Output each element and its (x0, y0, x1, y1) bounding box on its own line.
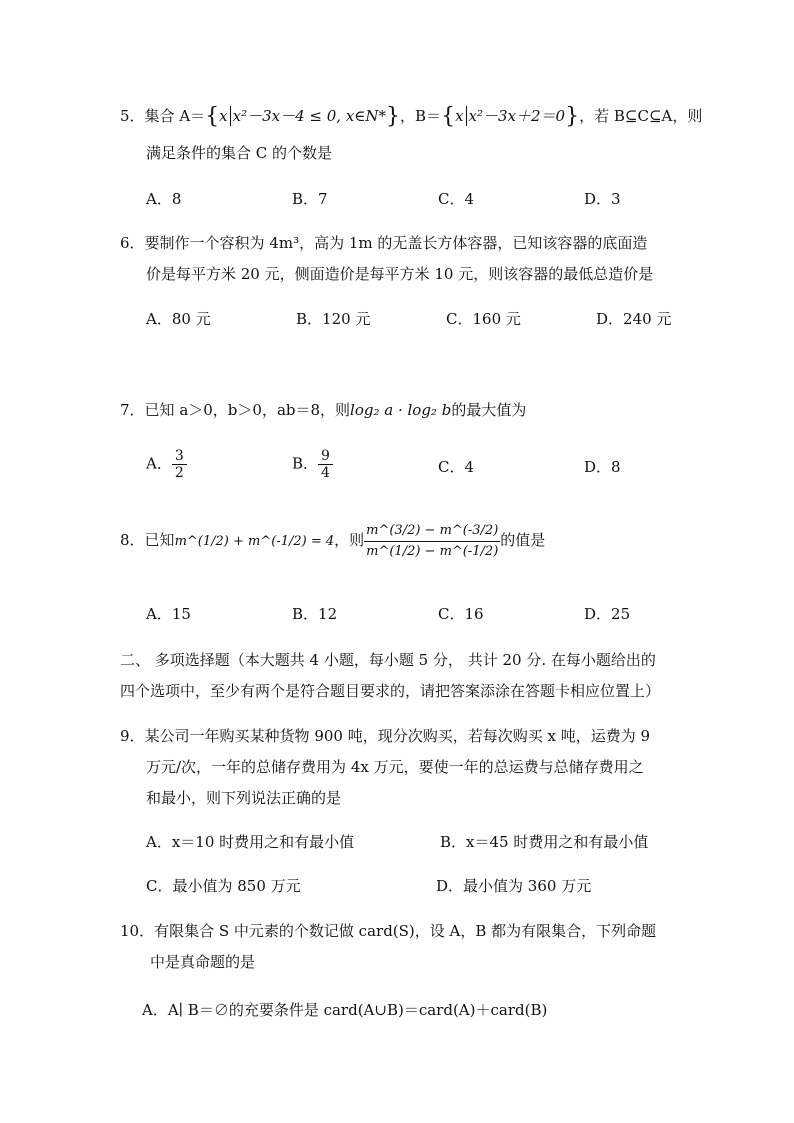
q5-mid: ，B＝ (400, 107, 442, 125)
q5-post: ，若 B⊆C⊆A，则 (579, 107, 703, 125)
q6-option-c: C．160 元 (446, 310, 521, 328)
q5-pre: 集合 A＝ (144, 107, 206, 125)
q6-text1: 要制作一个容积为 4m³，高为 1m 的无盖长方体容器，已知该容器的底面造 (144, 234, 648, 252)
q10-option-a: A．A∣ B＝∅的充要条件是 card(A∪B)＝card(A)＋card(B) (142, 1001, 548, 1019)
q5-option-d: D．3 (584, 190, 621, 208)
q8-option-a: A．15 (146, 605, 191, 623)
q9-option-b: B．x＝45 时费用之和有最小值 (440, 833, 649, 851)
q5-line1 (120, 106, 702, 127)
q9-line2: 万元/次，一年的总储存费用为 4x 万元，要使一年的总运费与总储存费用之 (146, 758, 644, 776)
q7-option-b (292, 448, 333, 481)
q8-option-d: D．25 (584, 605, 631, 623)
q5-setB-body: x²－3x＋2＝0 (468, 107, 566, 125)
q8-text-mid: ，则 (334, 531, 365, 549)
q10-number: 10． (120, 922, 155, 940)
q7-option-a-label: A． (146, 454, 172, 473)
var-x: x (219, 107, 228, 125)
set-bar-icon (466, 106, 467, 126)
q7-option-d: D．8 (584, 458, 621, 476)
q9-text1: 某公司一年购买某种货物 900 吨，现分次购买，若每次购买 x 吨，运费为 9 (144, 727, 651, 745)
right-brace-icon: } (386, 104, 401, 129)
q6-option-a: A．80 元 (146, 310, 211, 328)
q8-number: 8． (120, 531, 145, 549)
frac-denominator: 4 (321, 465, 330, 481)
q9-option-d: D．最小值为 360 万元 (436, 877, 592, 895)
q5-option-b: B．7 (292, 190, 328, 208)
q9-line1 (120, 726, 650, 746)
q6-number: 6． (120, 234, 145, 252)
var-x: x (455, 107, 464, 125)
q9-line3: 和最小，则下列说法正确的是 (146, 789, 342, 807)
section2-heading-line2: 四个选项中，至少有两个是符合题目要求的，请把答案添涂在答题卡相应位置上） (120, 682, 661, 700)
q7-text-pre: 已知 a＞0，b＞0，ab＝8，则 (144, 401, 351, 419)
q7-line1 (120, 400, 526, 420)
q7-expr: log₂ a · log₂ b (350, 401, 452, 419)
right-brace-icon: } (565, 104, 580, 129)
q10-line1 (120, 921, 656, 941)
q7-option-a-fraction (172, 448, 187, 481)
q7-number: 7． (120, 401, 145, 419)
q10-line2: 中是真命题的是 (150, 953, 256, 971)
q5-line2: 满足条件的集合 C 的个数是 (146, 144, 333, 162)
q9-option-a: A．x＝10 时费用之和有最小值 (146, 833, 355, 851)
frac-numerator: 9 (318, 448, 333, 465)
q8-option-c: C．16 (438, 605, 484, 623)
q5-setA-body: x²－3x－4 ≤ 0, x∈N* (232, 107, 387, 125)
left-brace-icon: { (205, 104, 220, 129)
q8-text-post: 的值是 (500, 531, 546, 549)
q7-text-post: 的最大值为 (451, 401, 527, 419)
q5-option-a: A．8 (146, 190, 182, 208)
q7-option-c: C．4 (438, 458, 475, 476)
left-brace-icon: { (441, 104, 456, 129)
q6-option-d: D．240 元 (596, 310, 672, 328)
frac-denominator: 2 (174, 465, 184, 481)
q10-text1: 有限集合 S 中元素的个数记做 card(S)，设 A，B 都为有限集合，下列命题 (154, 922, 657, 940)
q8-text-pre: 已知 (144, 531, 175, 549)
q7-option-b-label: B． (292, 454, 319, 473)
q9-number: 9． (120, 727, 145, 745)
q6-line2: 价是每平方米 20 元，侧面造价是每平方米 10 元，则该容器的最低总造价是 (146, 265, 654, 283)
q8-fraction (364, 521, 500, 562)
q8-line1 (120, 518, 545, 564)
q8-condition: m^(1/2) + m^(-1/2) = 4 (174, 534, 335, 549)
q5-number: 5． (120, 107, 145, 125)
section2-heading-line1: 二、 多项选择题（本大题共 4 小题，每小题 5 分， 共计 20 分. 在每小题给出的 (120, 651, 656, 669)
q6-option-b: B．120 元 (296, 310, 371, 328)
frac-denominator: m^(1/2) − m^(-1/2) (366, 543, 499, 559)
frac-numerator: 3 (172, 448, 187, 465)
frac-numerator: m^(3/2) − m^(-3/2) (364, 521, 500, 542)
q8-option-b: B．12 (292, 605, 338, 623)
q6-line1 (120, 233, 647, 253)
set-bar-icon (230, 106, 231, 126)
q9-option-c: C．最小值为 850 万元 (146, 877, 301, 895)
q5-option-c: C．4 (438, 190, 475, 208)
q7-option-a (146, 448, 187, 481)
q7-option-b-fraction (318, 448, 333, 481)
